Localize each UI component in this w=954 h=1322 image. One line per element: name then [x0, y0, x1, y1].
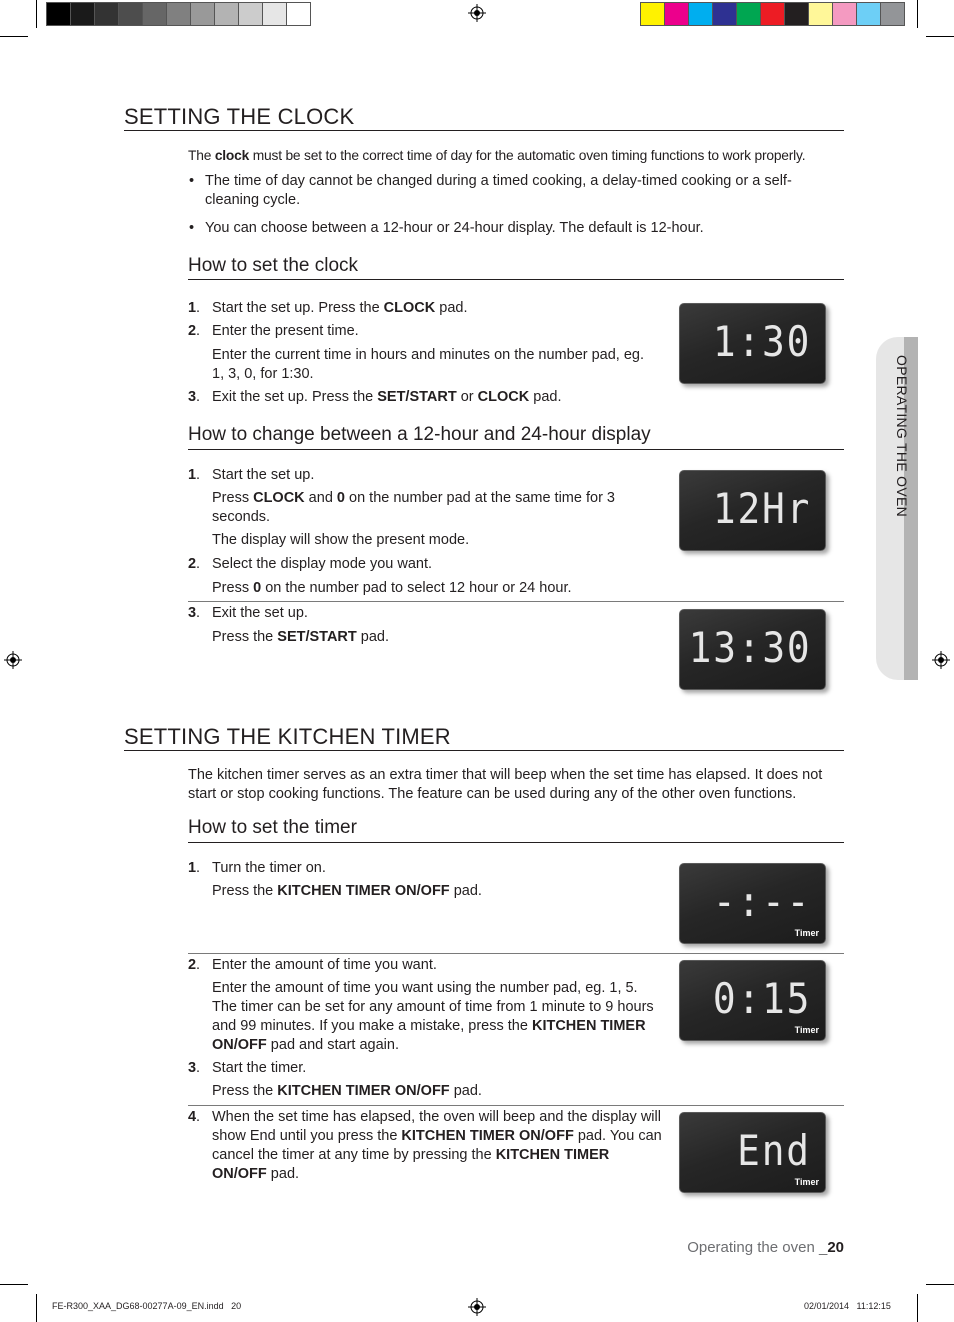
print-slug-date: 02/01/2014 11:12:15 [804, 1301, 891, 1311]
step-number: 2 [188, 323, 197, 339]
color-swatch [808, 2, 833, 26]
color-swatch [880, 2, 905, 26]
page-footer [687, 1239, 844, 1256]
crop-mark [926, 1284, 954, 1285]
timer-indicator-label: Timer [794, 928, 819, 938]
color-swatch [832, 2, 857, 26]
display-digits: End [737, 1126, 811, 1175]
row-divider [188, 601, 844, 602]
set-clock-step-2: Enter the present time. [212, 323, 359, 339]
subsection-title-set-clock: How to set the clock [188, 255, 359, 276]
step-number: 2 [188, 957, 197, 973]
step-number: 3 [188, 1060, 197, 1076]
row-divider [188, 953, 844, 954]
page-number: 20 [827, 1239, 844, 1256]
step-dot: . [196, 300, 201, 316]
crop-mark [36, 0, 37, 28]
subsection-rule [188, 279, 844, 280]
set-timer-step-2: Enter the amount of time you want. [212, 957, 437, 973]
color-swatch [286, 2, 311, 26]
step-number: 3 [188, 605, 197, 621]
footer-section-name: Operating the oven _ [687, 1239, 828, 1256]
set-timer-step-2-detail: Enter the amount of time you want using the number pad, eg. 1, 5. The timer can be set for any amount of time from 1 minute to 9 hours and 99 minutes. If you make a mistake, press the KITCHEN TIMER ON/OFF pad and start again. [212, 980, 654, 1053]
change-display-step-1-detail-2: The display will show the present mode. [212, 532, 470, 548]
oven-display-clock [679, 303, 826, 384]
display-digits: 0:15 [712, 974, 811, 1023]
clock-intro: The clock must be set to the correct time of day for the automatic oven timing functions to work properly. [188, 148, 806, 163]
section-rule [124, 130, 844, 131]
clock-bullet-2: You can choose between a 12-hour or 24-hour display. The default is 12-hour. [205, 220, 704, 236]
step-number: 1 [188, 467, 197, 483]
step-number: 3 [188, 389, 197, 405]
step-dot: . [196, 1109, 201, 1125]
side-tab-label: OPERATING THE OVEN [894, 355, 910, 518]
timer-intro: The kitchen timer serves as an extra timer that will beep when the set time has elapsed. It does not start or stop cooking functions. The feature can be used during any of the other oven functions. [188, 767, 823, 802]
set-clock-step-3: Exit the set up. Press the SET/START or CLOCK pad. [212, 389, 562, 405]
set-timer-step-3-detail: Press the KITCHEN TIMER ON/OFF pad. [212, 1083, 482, 1099]
color-swatch [118, 2, 143, 26]
color-swatch [856, 2, 881, 26]
color-swatch [640, 2, 665, 26]
section-rule [124, 750, 844, 751]
oven-display-timer-set [679, 960, 826, 1041]
set-clock-step-2-detail: Enter the current time in hours and minutes on the number pad, eg. 1, 3, 0, for 1:30. [212, 347, 645, 382]
step-dot: . [196, 556, 201, 572]
crop-mark [36, 1294, 37, 1322]
set-timer-step-4: When the set time has elapsed, the oven will beep and the display will show End until you press the KITCHEN TIMER ON/OFF pad. You can cancel the timer at any time by pressing the KITCHEN TIMER ON/OFF pad. [212, 1109, 662, 1182]
step-number: 2 [188, 556, 197, 572]
color-swatch [190, 2, 215, 26]
display-digits: 13:30 [688, 623, 811, 672]
step-dot: . [196, 860, 201, 876]
color-swatch [214, 2, 239, 26]
step-dot: . [196, 1060, 201, 1076]
change-display-step-3: Exit the set up. [212, 605, 308, 621]
color-swatch [736, 2, 761, 26]
change-display-step-1: Start the set up. [212, 467, 315, 483]
color-swatch [70, 2, 95, 26]
oven-display-12hr [679, 470, 826, 551]
oven-display-timer-off [679, 863, 826, 944]
oven-display-24hr [679, 609, 826, 690]
set-timer-step-1: Turn the timer on. [212, 860, 326, 876]
registration-mark-icon [4, 651, 22, 669]
registration-mark-icon [932, 651, 950, 669]
step-dot: . [196, 323, 201, 339]
section-title-timer: SETTING THE KITCHEN TIMER [124, 724, 451, 749]
color-swatch [262, 2, 287, 26]
color-swatch [664, 2, 689, 26]
color-swatch [46, 2, 71, 26]
color-swatch [166, 2, 191, 26]
print-slug-file: FE-R300_XAA_DG68-00277A-09_EN.indd 20 [52, 1301, 242, 1311]
display-digits: -:-- [712, 877, 811, 926]
change-display-step-3-detail: Press the SET/START pad. [212, 629, 390, 645]
subsection-rule [188, 842, 844, 843]
change-display-step-2: Select the display mode you want. [212, 556, 433, 572]
bullet-marker: • [189, 173, 195, 189]
subsection-rule [188, 449, 844, 450]
set-clock-step-1: Start the set up. Press the CLOCK pad. [212, 300, 468, 316]
bullet-marker: • [189, 220, 195, 236]
set-timer-step-3: Start the timer. [212, 1060, 307, 1076]
display-digits: 12Hr [712, 484, 811, 533]
change-display-step-2-detail: Press 0 on the number pad to select 12 hour or 24 hour. [212, 580, 572, 596]
step-dot: . [196, 467, 201, 483]
change-display-step-1-detail: Press CLOCK and 0 on the number pad at the same time for 3 seconds. [212, 490, 615, 525]
display-digits: 1:30 [712, 317, 811, 366]
set-timer-step-1-detail: Press the KITCHEN TIMER ON/OFF pad. [212, 883, 482, 899]
section-title-clock: SETTING THE CLOCK [124, 104, 355, 129]
crop-mark [917, 1294, 918, 1322]
oven-display-timer-end [679, 1112, 826, 1193]
subsection-title-change-display: How to change between a 12-hour and 24-hour display [188, 424, 651, 445]
color-swatch [238, 2, 263, 26]
crop-mark [926, 36, 954, 37]
step-number: 1 [188, 860, 197, 876]
registration-mark-icon [468, 1298, 486, 1316]
color-swatch [142, 2, 167, 26]
step-dot: . [196, 389, 201, 405]
registration-mark-icon [468, 4, 486, 22]
color-swatch [94, 2, 119, 26]
color-swatch [712, 2, 737, 26]
timer-indicator-label: Timer [794, 1177, 819, 1187]
subsection-title-set-timer: How to set the timer [188, 817, 357, 838]
color-swatch [784, 2, 809, 26]
step-number: 4 [188, 1109, 197, 1125]
step-number: 1 [188, 300, 197, 316]
crop-mark [0, 1284, 28, 1285]
step-dot: . [196, 957, 201, 973]
row-divider [188, 1105, 844, 1106]
timer-indicator-label: Timer [794, 1025, 819, 1035]
clock-bullet-1: The time of day cannot be changed during a timed cooking, a delay-timed cooking or a self-cleaning cycle. [205, 173, 792, 208]
color-swatch [760, 2, 785, 26]
crop-mark [917, 0, 918, 28]
crop-mark [0, 36, 28, 37]
color-swatch [688, 2, 713, 26]
step-dot: . [196, 605, 201, 621]
